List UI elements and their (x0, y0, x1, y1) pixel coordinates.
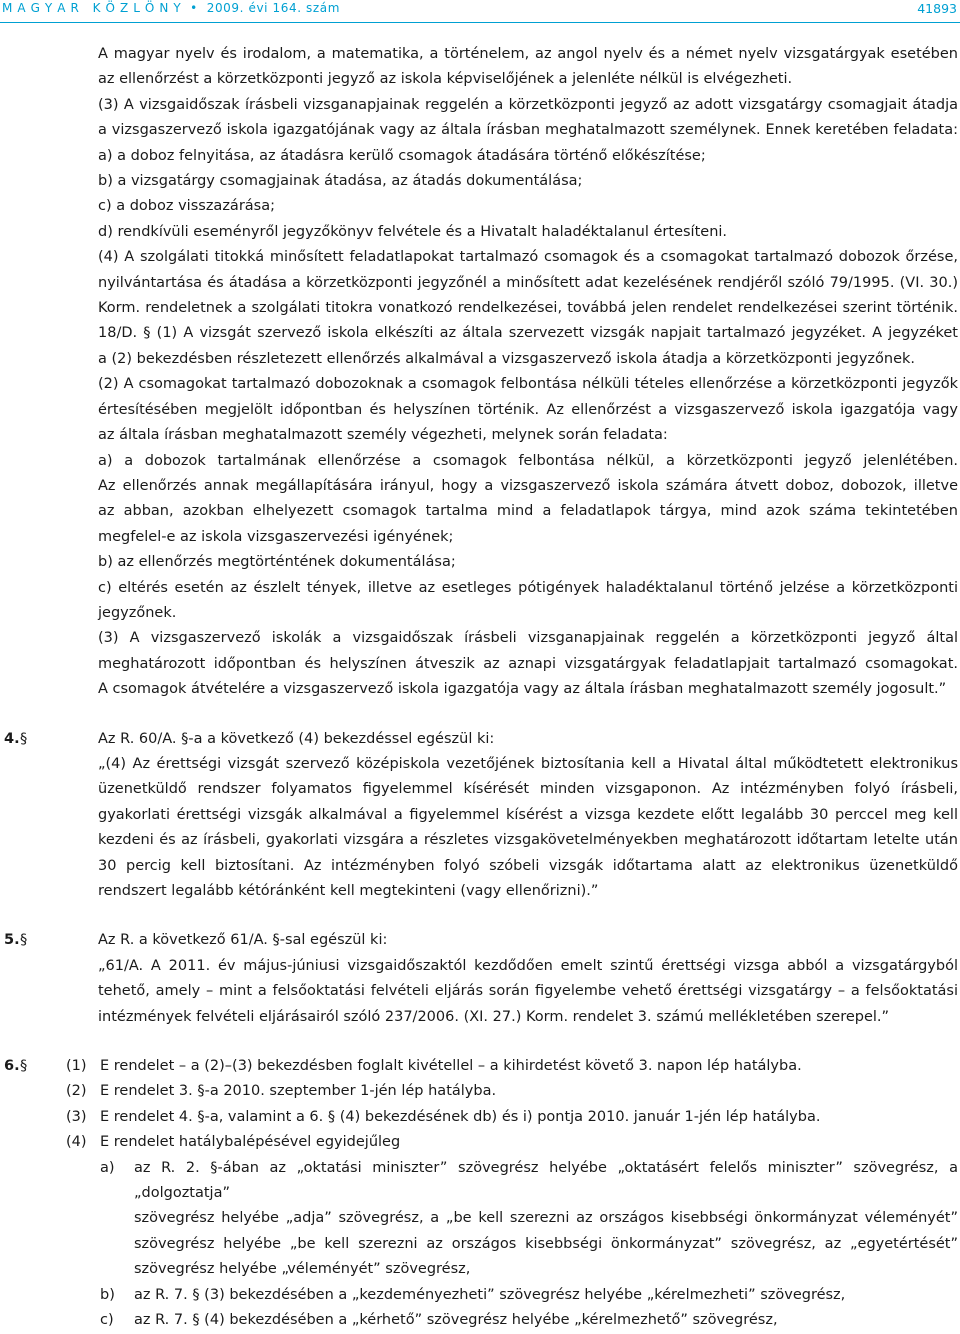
text-line: E rendelet 3. §-a 2010. szeptember 1-jén lép hatályba. (100, 1083, 497, 1100)
section-4 (4, 727, 958, 905)
issue-label: 2009. évi 164. szám (206, 1, 341, 15)
text-line: szövegrész helyébe „véleményét” szövegrész, (134, 1261, 471, 1278)
text-line: megfelel-e az iskola vizsgaszervezési igényének; (98, 528, 454, 545)
text-line: 18/D. § (1) A vizsgát szervező iskola elkészíti az általa szervezett vizsgák napjait tartalmazó jegyzéket. A jegyzéket (98, 325, 958, 342)
text-line: szövegrész helyébe „adja” szövegrész, a „be kell szerezni az országos kisebbségi önkormányzat véleményét” (134, 1210, 958, 1227)
section-number: 5. (4, 932, 20, 949)
section-sign: § (20, 932, 28, 949)
text-line: E rendelet – a (2)–(3) bekezdésben foglalt kivétellel – a kihirdetést követő 3. napon lép hatályba. (100, 1058, 802, 1075)
text-line: tehető, amely – mint a felsőoktatási felvételi eljárás során figyelembe vehető érettségi vizsgatárgy – a felsőoktatási (98, 983, 958, 1000)
section-5 (4, 928, 958, 1030)
text-line: nyilvántartása és átadása a körzetközponti jegyzőnél a minősített adat kezelésének rendjéről szóló 79/1995. (VI. 30.) (98, 274, 958, 291)
paragraph-4 (66, 1130, 958, 1333)
text-line: d) rendkívüli eseményről jegyzőkönyv felvétele és a Hivatalt haladéktalanul értesíteni. (98, 223, 728, 240)
text-line: az általa írásban meghatalmazott személy végezheti, melynek során feladata: (98, 427, 668, 444)
section-number: 4. (4, 730, 20, 747)
text-line: A csomagok átvételére a vizsgaszervező iskola igazgatója vagy az általa írásban meghatalmazott személy jogosult.” (98, 681, 947, 698)
text-line: „(4) Az érettségi vizsgát szervező középiskola vezetőjének biztosítania kell a Hivatal által működtetett elektronikus (98, 755, 958, 772)
paragraph-label: (4) (66, 1134, 87, 1151)
paragraph-2 (66, 1079, 958, 1104)
text-line: intézmények felvételi eljárásairól szóló 237/2006. (XI. 27.) Korm. rendelet 3. számú mellékletében szerepel.” (98, 1008, 890, 1025)
point-label: a) (100, 1159, 115, 1176)
text-line: értesítésében megjelölt időpontban és helyszínen történik. Az ellenőrzést a vizsgaszervező iskola igazgatója vagy (98, 401, 958, 418)
text-line: 30 percig kell biztosítani. Az intézményben folyó szóbeli vizsgák időtartama alatt az elektronikus üzenetküldő (98, 857, 958, 874)
text-line: Az R. a következő 61/A. §-sal egészül ki: (98, 932, 388, 949)
text-line: az ellenőrzést a körzetközponti jegyző az iskola képviselőjének a jelenléte nélkül is elvégezheti. (98, 71, 793, 88)
section-sign: § (20, 1058, 28, 1075)
text-line: A magyar nyelv és irodalom, a matematika, a történelem, az angol nyelv és a német nyelv vizsgatárgyak esetében (98, 46, 958, 62)
text-line: (3) A vizsgaidőszak írásbeli vizsganapjainak reggelén a körzetközponti jegyző az adott vizsgatárgy csomagjait átadja (98, 96, 958, 113)
text-line: Az ellenőrzés annak megállapítására irányul, hogy a vizsgaszervező iskola számára átvett doboz, dobozok, illetve (98, 477, 958, 494)
text-line: Korm. rendeletnek a szolgálati titokra vonatkozó rendelkezései, továbbá jelen rendelet rendelkezései szerint történik. (98, 300, 958, 317)
text-line: a vizsgaszervező iskola igazgatójának vagy az általa írásban meghatalmazott személynek. Ennek keretében feladata: (98, 122, 958, 139)
text-line: jegyzőnek. (98, 604, 177, 621)
text-line: (3) A vizsgaszervező iskolák a vizsgaidőszak írásbeli vizsganapjainak reggelén a körzetközponti jegyző által (98, 630, 958, 647)
text-line: rendszert legalább kétóránként kell megtekinteni (vagy ellenőrizni).” (98, 883, 599, 899)
point-label: b) (100, 1286, 115, 1303)
text-line: c) eltérés esetén az észlelt tények, illetve az esetleges pótigények haladéktalanul történő jelzése a körzetközponti (98, 579, 958, 596)
text-line: „61/A. A 2011. év május-júniusi vizsgaidőszaktól kezdődően emelt szintű érettségi vizsga abból a vizsgatárgyból (98, 957, 958, 974)
bullet-separator: • (190, 1, 198, 15)
paragraph-label: (2) (66, 1083, 87, 1100)
point-b (100, 1283, 958, 1308)
text-line: a (2) bekezdésben részletezett ellenőrzés alkalmával a vizsgaszervező iskola átadja a körzetközponti jegyzőnek. (98, 350, 916, 367)
section-6 (4, 1054, 958, 1333)
text-line: (2) A csomagokat tartalmazó dobozoknak a csomagok felbontása nélküli tételes ellenőrzése a körzetközponti jegyzők (98, 376, 958, 393)
page-header (0, 0, 960, 23)
point-a (100, 1156, 958, 1283)
section-sign: § (20, 730, 28, 747)
paragraph-label: (3) (66, 1108, 87, 1125)
text-line: az R. 7. § (4) bekezdésében a „kérhető” szövegrész helyébe „kérelmezhető” szövegrész, (134, 1312, 778, 1329)
text-line: Az R. 60/A. §-a a következő (4) bekezdéssel egészül ki: (98, 730, 495, 747)
text-line: E rendelet 4. §-a, valamint a 6. § (4) bekezdésének db) és i) pontja 2010. január 1-jén lép hatályba. (100, 1108, 821, 1125)
publication-title: M A G Y A R K Ö Z L Ö N Y • 2009. évi 164. szám (2, 1, 341, 15)
text-line: üzenetküldő rendszer folyamatos figyelemmel kísérését minden vizsgaponon. Az intézményben folyó írásbeli, (98, 781, 958, 798)
paragraph-label: (1) (66, 1058, 87, 1075)
text-line: c) a doboz visszazárása; (98, 198, 275, 215)
text-line: b) a vizsgatárgy csomagjainak átadása, az átadás dokumentálása; (98, 173, 583, 190)
text-line: szövegrész helyébe „be kell szerezni az országos kisebbségi önkormányzat” szövegrész, az „egyetértését” (134, 1235, 958, 1252)
text-line: (4) A szolgálati titokká minősített feladatlapokat tartalmazó csomagok és a csomagokat tartalmazó dobozok őrzése, (98, 249, 958, 266)
text-line: gyakorlati érettségi vizsgák alkalmával a figyelemmel kísérést a vizsga kezdete előtt legalább 30 perccel meg kell (98, 806, 958, 823)
paragraph-1 (66, 1054, 958, 1079)
text-line: az R. 7. § (3) bekezdésében a „kezdeményezheti” szövegrész helyébe „kérelmezheti” szövegrész, (134, 1286, 846, 1303)
page-number: 41893 (917, 1, 957, 16)
text-line: a) a doboz felnyitása, az átadásra kerülő csomagok átadására történő előkészítése; (98, 147, 706, 164)
document-body (4, 42, 958, 1334)
text-line: b) az ellenőrzés megtörténtének dokumentálása; (98, 554, 456, 571)
text-line: meghatározott időpontban és helyszínen átveszik az aznapi vizsgatárgyak feladatlapjait tartalmazó csomagokat. (98, 655, 958, 672)
continued-paragraphs (98, 42, 958, 703)
text-line: az abban, azokban elhelyezett csomagok tartalma mind a feladatlapok tárgya, mind azok száma tekintetében (98, 503, 958, 520)
text-line: az R. 2. §-ában az „oktatási miniszter” szövegrész helyébe „oktatásért felelős miniszter” szövegrész, a „dolgoztatja” (134, 1159, 958, 1202)
section-number: 6. (4, 1058, 20, 1075)
paragraph-3 (66, 1105, 958, 1130)
text-line: a) a dobozok tartalmának ellenőrzése a csomagok felbontása nélkül, a körzetközponti jegyző jelenlétében. (98, 452, 958, 469)
text-line: kezdeni és az írásbeli, gyakorlati vizsgára a részletes vizsgakövetelményekben meghatározott időtartam letelte után (98, 832, 958, 849)
point-label: c) (100, 1312, 114, 1329)
text-line: E rendelet hatálybalépésével egyidejűleg (100, 1134, 401, 1151)
